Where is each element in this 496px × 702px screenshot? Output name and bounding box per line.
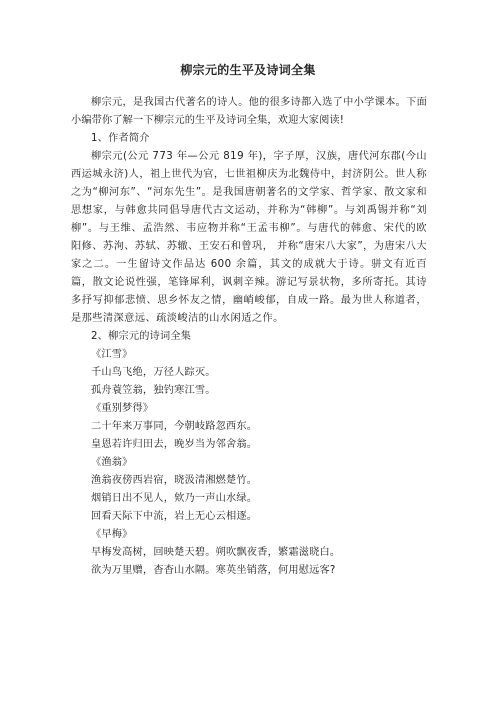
document-body (71, 94, 427, 580)
poem-line: 孤舟蓑笠翁，独钓寒江雪。 (91, 385, 216, 396)
poem-line: 渔翁夜傍西岩宿，晓汲清湘燃楚竹。 (91, 475, 258, 486)
poem-line: 二十年来万事同，今朝岐路忽西东。 (91, 421, 258, 432)
poem-line: 欲为万里赠，杳杳山水隔。寒英坐销落，何用慰远客? (91, 565, 336, 576)
section-heading-biography: 1、作者简介 (91, 133, 150, 144)
poem-title: 《渔翁》 (91, 457, 133, 468)
biography-paragraph: 柳宗元(公元 773 年—公元 819 年)，字子厚，汉族，唐代河东郡(今山西运城永济)人，祖上世代为官，七世祖柳庆为北魏侍中，封济阴公。世人称之为“柳河东”、“河东先生”。是我国唐朝著名的文学家、哲学家、散文家和思想家，与韩愈共同倡导唐代古文运动，并称为“韩柳”。与刘禹锡并称“刘柳”。与王维、孟浩然、韦应物并称“王孟韦柳”。与唐代的韩愈、宋代的欧阳修、苏洵、苏轼、苏辙、王安石和曾巩， 并称“唐宋八大家”，为唐宋八大家之二。一生留诗文作品达 600 余篇，其文的成就大于诗。骈文有近百篇，散文论说性强，笔锋犀利，讽刺辛辣。游记写景状物，多所寄托。其诗多抒写抑郁悲愤、思乡怀友之情，幽峭峻郁，自成一路。最为世人称道者，是那些清深意远、疏淡峻洁的山水闲适之作。 (71, 151, 427, 324)
poem-chongbie-mengde (71, 400, 427, 454)
poem-title: 《重别梦得》 (91, 403, 154, 414)
page-title: 柳宗元的生平及诗词全集 (180, 63, 316, 77)
poem-title: 《江雪》 (91, 349, 133, 360)
poem-line: 烟销日出不见人，欸乃一声山水绿。 (91, 493, 258, 504)
poem-line: 皇恩若许归田去，晚岁当为邻舍翁。 (91, 439, 258, 450)
poem-jiangxue (71, 346, 427, 400)
poem-line: 千山鸟飞绝，万径人踪灭。 (91, 367, 216, 378)
section-heading-poems: 2、柳宗元的诗词全集 (91, 331, 192, 342)
intro-paragraph: 柳宗元，是我国古代著名的诗人。他的很多诗都入选了中小学课本。下面小编带你了解一下柳宗元的生平及诗词全集，欢迎大家阅读! (71, 97, 427, 126)
poem-zaomei (71, 526, 427, 580)
poem-line: 早梅发高树，回映楚天碧。朔吹飘夜香，繁霜滋晓白。 (91, 547, 341, 558)
poem-yuweng (71, 454, 427, 526)
poem-title: 《早梅》 (91, 529, 133, 540)
poem-line: 回看天际下中流，岩上无心云相逐。 (91, 511, 258, 522)
